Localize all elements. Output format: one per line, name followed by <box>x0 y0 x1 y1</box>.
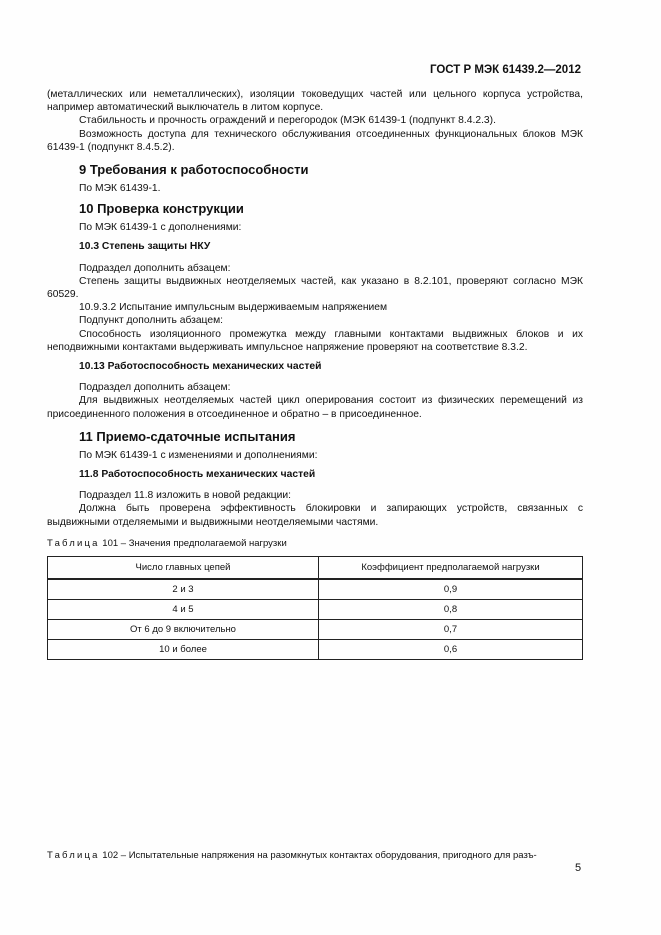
table-cell: 0,9 <box>319 579 583 600</box>
table-cell: 0,7 <box>319 620 583 640</box>
column-header: Число главных цепей <box>48 557 319 580</box>
table-101 <box>47 556 583 660</box>
table-101-caption <box>47 537 583 550</box>
paragraph: По МЭК 61439-1 с дополнениями: <box>79 222 242 234</box>
paragraph: Подраздел дополнить абзацем: <box>79 382 231 394</box>
table-row <box>48 620 583 640</box>
subsection-10-3-heading: 10.3 Степень защиты НКУ <box>79 241 211 253</box>
section-9-heading: 9 Требования к работоспособности <box>79 162 309 178</box>
table-row <box>48 579 583 600</box>
paragraph: 10.9.3.2 Испытание импульсным выдерживаемым напряжением <box>79 302 388 314</box>
paragraph: Подраздел дополнить абзацем: <box>79 262 231 274</box>
table-row <box>48 640 583 660</box>
paragraph: По МЭК 61439-1. <box>79 183 161 195</box>
table-cell: 4 и 5 <box>48 600 319 620</box>
page-number: 5 <box>575 862 582 874</box>
page-body <box>47 88 583 660</box>
paragraph: Стабильность и прочность ограждений и перегородок (МЭК 61439-1 (подпункт 8.4.2.3). <box>79 115 496 127</box>
table-cell: 0,6 <box>319 640 583 660</box>
paragraph: По МЭК 61439-1 с изменениями и дополнениями: <box>79 449 318 461</box>
paragraph: Для выдвижных неотделяемых частей цикл оперирования состоит из физических перемещений из присоединенного положения в отсоединенное и обратно – в присоединенное. <box>47 395 583 420</box>
paragraph: Возможность доступа для технического обслуживания отсоединенных функциональных блоков МЭК 61439-1 (подпункт 8.4.5.2). <box>47 128 583 153</box>
paragraph: Степень защиты выдвижных неотделяемых частей, как указано в 8.2.101, проверяют согласно МЭК 60529. <box>47 275 583 301</box>
section-10-heading: 10 Проверка конструкции <box>79 201 244 217</box>
standard-header: ГОСТ Р МЭК 61439.2—2012 <box>429 64 581 76</box>
column-header: Коэффициент предполагаемой нагрузки <box>319 557 583 580</box>
subsection-10-13-heading: 10.13 Работоспособность механических частей <box>79 361 322 373</box>
table-label: Таблица <box>47 537 100 549</box>
paragraph: (металлических или неметаллических), изоляции токоведущих частей или цельного корпуса устройства, например автоматический выключатель в литом корпусе. <box>47 89 583 114</box>
table-cell: 10 и более <box>48 640 319 660</box>
table-cell: 2 и 3 <box>48 579 319 600</box>
table-cell: 0,8 <box>319 600 583 620</box>
subsection-11-8-heading: 11.8 Работоспособность механических частей <box>79 469 316 481</box>
table-102-caption <box>47 849 587 862</box>
paragraph: Подраздел 11.8 изложить в новой редакции: <box>79 490 291 502</box>
table-caption-text: 102 – Испытательные напряжения на разомкнутых контактах оборудования, пригодного для разъ- <box>99 850 537 861</box>
section-11-heading: 11 Приемо-сдаточные испытания <box>79 428 296 444</box>
table-label: Таблица <box>47 850 100 861</box>
table-caption-text: 101 – Значения предполагаемой нагрузки <box>99 537 287 549</box>
table-cell: От 6 до 9 включительно <box>48 620 319 640</box>
table-row <box>48 600 583 620</box>
table-header-row <box>48 557 583 580</box>
paragraph: Должна быть проверена эффективность блокировки и запирающих устройств, связанных с выдвижными отделяемыми и выдвижными неотделяемыми частями. <box>47 503 583 528</box>
paragraph: Способность изоляционного промежутка между главными контактами выдвижных блоков и их неподвижными контактами выдерживать импульсное напряжение проверяют на соответствие 8.3.2. <box>47 328 583 353</box>
paragraph: Подпункт дополнить абзацем: <box>79 315 224 327</box>
